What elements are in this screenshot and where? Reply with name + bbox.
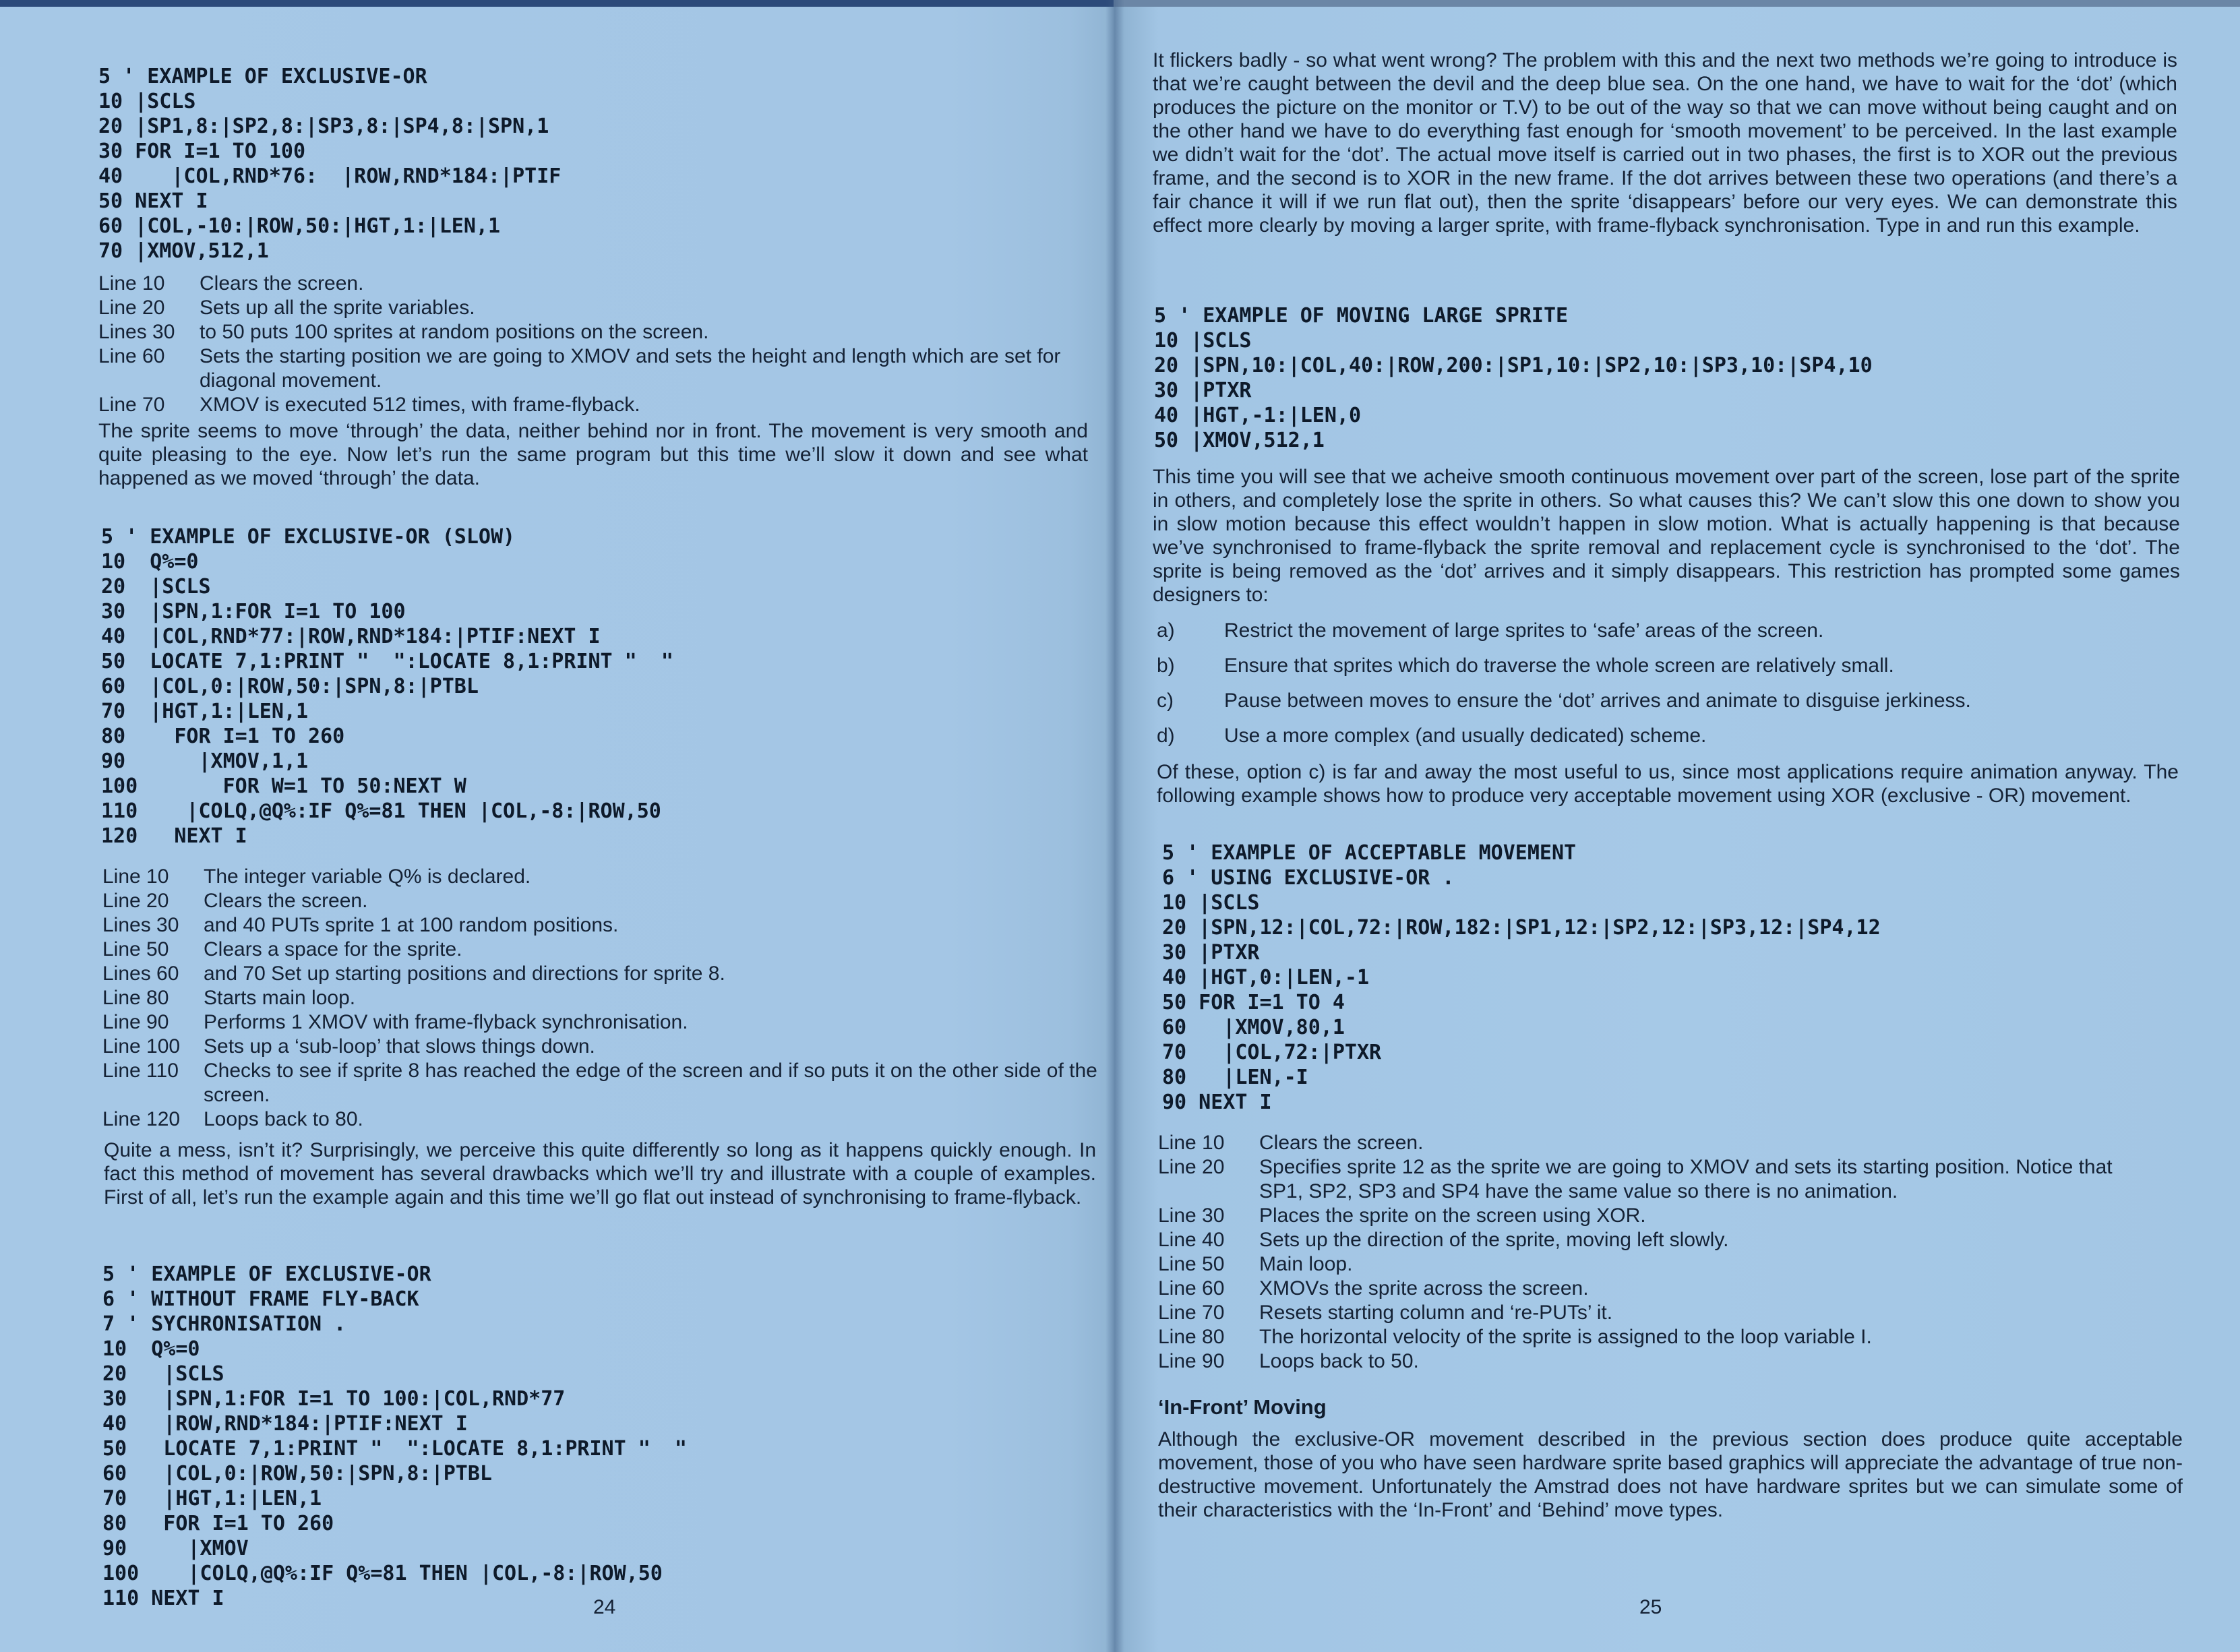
line-note-text: Sets up a ‘sub-loop’ that slows things down.	[204, 1035, 595, 1058]
code-line: 50 LOCATE 7,1:PRINT " ":LOCATE 8,1:PRINT " "	[102, 1437, 687, 1461]
code-line: 10 |SCLS	[1154, 329, 1252, 353]
left-page	[0, 0, 1114, 1652]
code-listing-moving-large-sprite	[1154, 303, 1873, 453]
code-listing-exclusive-or-slow	[101, 524, 673, 849]
code-line: 100 |COLQ,@Q%:IF Q%=81 THEN |COL,-8:|ROW,50	[102, 1562, 663, 1585]
code-line: 60 |COL,0:|ROW,50:|SPN,8:|PTBL	[102, 1462, 492, 1486]
code-line: 70 |HGT,1:|LEN,1	[102, 1487, 322, 1510]
code-line: 30 |PTXR	[1154, 379, 1252, 402]
line-note-text: Clears the screen.	[200, 272, 364, 295]
line-note-label: Line 10	[102, 865, 169, 888]
code-line: 70 |XMOV,512,1	[98, 239, 269, 263]
code-line: 90 NEXT I	[1162, 1091, 1272, 1114]
code-listing-acceptable-movement	[1162, 840, 1881, 1115]
option-item	[1157, 689, 2168, 713]
code-line: 6 ' WITHOUT FRAME FLY-BACK	[102, 1287, 419, 1311]
line-note-label: Line 10	[1158, 1132, 1225, 1154]
code-line: 80 FOR I=1 TO 260	[102, 1512, 334, 1535]
option-label: c)	[1157, 690, 1174, 712]
option-text: Ensure that sprites which do traverse the whole screen are relatively small.	[1224, 654, 1894, 677]
code-line: 50 LOCATE 7,1:PRINT " ":LOCATE 8,1:PRINT " "	[101, 650, 673, 673]
code-line: 70 |COL,72:|PTXR	[1162, 1041, 1382, 1064]
option-text: Use a more complex (and usually dedicated) scheme.	[1224, 725, 1707, 747]
option-item	[1157, 724, 2168, 748]
code-line: 10 |SCLS	[98, 90, 196, 113]
line-note	[102, 1010, 1100, 1035]
line-note-text: Performs 1 XMOV with frame-flyback synchronisation.	[204, 1011, 688, 1033]
line-note-text: Sets the starting position we are going to XMOV and sets the height and length which are set for diagonal movement.	[200, 345, 1061, 392]
paragraph-sprite-through-data: The sprite seems to move ‘through’ the data, neither behind nor in front. The movement is very smooth and quite pleasing to the eye. Now let’s run the same program but this time we’ll slow it down and see what happened as we moved ‘through’ the data.	[98, 420, 1088, 489]
line-note	[98, 296, 1089, 320]
code-line: 20 |SPN,12:|COL,72:|ROW,182:|SP1,12:|SP2,12:|SP3,12:|SP4,12	[1162, 916, 1881, 940]
line-note	[102, 913, 1100, 938]
line-note	[1158, 1155, 2149, 1204]
line-note-label: Lines 30	[102, 914, 179, 936]
line-note-label: Line 60	[98, 345, 165, 367]
line-note-label: Line 50	[102, 938, 169, 960]
code-line: 50 FOR I=1 TO 4	[1162, 991, 1345, 1014]
line-note-label: Line 70	[1158, 1302, 1225, 1324]
line-note-label: Line 100	[102, 1035, 181, 1058]
line-note	[1158, 1277, 2149, 1301]
line-note-text: Sets up the direction of the sprite, moving left slowly.	[1259, 1229, 1729, 1251]
line-note	[102, 938, 1100, 962]
code-line: 80 FOR I=1 TO 260	[101, 725, 345, 748]
line-note-text: Main loop.	[1259, 1253, 1353, 1275]
line-note-label: Line 40	[1158, 1229, 1225, 1251]
line-notes-exclusive-or	[98, 272, 1089, 417]
line-note-text: and 40 PUTs sprite 1 at 100 random positions.	[204, 914, 619, 936]
code-line: 5 ' EXAMPLE OF EXCLUSIVE-OR	[98, 65, 427, 88]
code-listing-exclusive-or	[98, 64, 561, 264]
code-line: 30 FOR I=1 TO 100	[98, 140, 306, 163]
line-note-text: Clears the screen.	[1259, 1132, 1424, 1154]
option-label: b)	[1157, 654, 1175, 677]
line-note-text: Sets up all the sprite variables.	[200, 297, 475, 319]
code-line: 110 NEXT I	[102, 1587, 224, 1610]
line-note-text: XMOVs the sprite across the screen.	[1259, 1277, 1589, 1299]
page-number-left: 24	[593, 1596, 616, 1618]
code-line: 20 |SPN,10:|COL,40:|ROW,200:|SP1,10:|SP2,10:|SP3,10:|SP4,10	[1154, 354, 1873, 377]
line-note-label: Line 20	[98, 297, 165, 319]
line-note-label: Line 120	[102, 1108, 181, 1130]
code-line: 5 ' EXAMPLE OF MOVING LARGE SPRITE	[1154, 304, 1569, 328]
code-line: 20 |SCLS	[101, 575, 211, 599]
line-note-label: Line 20	[102, 890, 169, 912]
code-line: 10 Q%=0	[101, 550, 199, 574]
code-line: 20 |SP1,8:|SP2,8:|SP3,8:|SP4,8:|SPN,1	[98, 115, 549, 138]
line-note	[1158, 1349, 2149, 1374]
code-line: 120 NEXT I	[101, 824, 247, 848]
code-line: 60 |XMOV,80,1	[1162, 1016, 1345, 1039]
code-line: 80 |LEN,-I	[1162, 1066, 1308, 1089]
line-note-label: Line 110	[102, 1060, 179, 1082]
line-note-label: Line 30	[1158, 1204, 1225, 1227]
line-note	[1158, 1228, 2149, 1252]
option-item	[1157, 619, 2168, 643]
paragraph-although: Although the exclusive-OR movement described in the previous section does produce quite acceptable movement, those of you who have seen hardware sprite based graphics will appreciate the advantage of true non-destructive movement. Unfortunately the Amstrad does not have hardware sprites but we can simulate some of their characteristics with the ‘In-Front’ and ‘Behind’ move types.	[1158, 1428, 2183, 1521]
line-note-label: Line 20	[1158, 1156, 1225, 1178]
line-note-label: Line 70	[98, 394, 165, 416]
code-line: 50 NEXT I	[98, 189, 208, 213]
code-line: 10 |SCLS	[1162, 891, 1260, 915]
line-note	[102, 1059, 1100, 1107]
code-line: 40 |COL,RND*76: |ROW,RND*184:|PTIF	[98, 164, 562, 188]
line-note-label: Line 90	[102, 1011, 169, 1033]
code-line: 90 |XMOV,1,1	[101, 749, 309, 773]
line-note	[98, 272, 1089, 296]
line-note	[102, 986, 1100, 1010]
line-note	[98, 320, 1089, 344]
line-notes-acceptable-movement	[1158, 1131, 2149, 1374]
code-line: 5 ' EXAMPLE OF EXCLUSIVE-OR (SLOW)	[101, 525, 516, 549]
line-note-text: and 70 Set up starting positions and directions for sprite 8.	[204, 962, 725, 985]
line-note	[1158, 1301, 2149, 1325]
code-listing-without-flyback	[102, 1262, 687, 1611]
right-page	[1114, 0, 2240, 1652]
line-note-label: Line 60	[1158, 1277, 1225, 1299]
line-note-text: to 50 puts 100 sprites at random positions on the screen.	[200, 321, 709, 343]
line-note-text: Checks to see if sprite 8 has reached the edge of the screen and if so puts it on the other side of the screen.	[204, 1060, 1097, 1106]
code-line: 20 |SCLS	[102, 1362, 224, 1386]
options-list	[1157, 619, 2168, 759]
book-gutter	[1106, 0, 1124, 1652]
code-line: 40 |HGT,-1:|LEN,0	[1154, 404, 1362, 427]
line-note-label: Line 80	[1158, 1326, 1225, 1348]
line-note	[1158, 1252, 2149, 1277]
option-item	[1157, 654, 2168, 678]
line-note-label: Line 80	[102, 987, 169, 1009]
code-line: 40 |HGT,0:|LEN,-1	[1162, 966, 1370, 989]
code-line: 40 |COL,RND*77:|ROW,RND*184:|PTIF:NEXT I	[101, 625, 601, 648]
code-line: 40 |ROW,RND*184:|PTIF:NEXT I	[102, 1412, 468, 1436]
line-note	[102, 1035, 1100, 1059]
paragraph-it-flickers: It flickers badly - so what went wrong? The problem with this and the next two methods we’re going to introduce is that we’re caught between the devil and the deep blue sea. On the one hand, we have to wait for the ‘dot’ (which produces the picture on the monitor or T.V) to be out of the way so that we can move without being caught and on the other hand we have to do everything fast enough for ‘smooth movement’ to be perceived. In the last example we didn’t wait for the ‘dot’. The actual move itself is carried out in two phases, the first is to XOR out the previous frame, and the second is to XOR in the new frame. If the dot arrives between these two operations (and there’s a fair chance it will if we run flat out), then the sprite ‘disappears’ before our very eyes. We can demonstrate this effect more clearly by moving a larger sprite, with frame-flyback synchronisation. Type in and run this example.	[1153, 49, 2177, 237]
code-line: 7 ' SYCHRONISATION .	[102, 1312, 346, 1336]
code-line: 10 Q%=0	[102, 1337, 200, 1361]
line-note	[1158, 1131, 2149, 1155]
line-note	[1158, 1325, 2149, 1349]
code-line: 100 FOR W=1 TO 50:NEXT W	[101, 774, 466, 798]
line-note-text: XMOV is executed 512 times, with frame-flyback.	[200, 394, 640, 416]
line-note	[102, 865, 1100, 889]
line-note-text: Loops back to 80.	[204, 1108, 363, 1130]
line-note-text: Clears the screen.	[204, 890, 368, 912]
line-note	[102, 1107, 1100, 1132]
code-line: 30 |SPN,1:FOR I=1 TO 100	[101, 600, 406, 623]
line-note-text: Resets starting column and ‘re-PUTs’ it.	[1259, 1302, 1613, 1324]
line-note-text: Places the sprite on the screen using XOR.	[1259, 1204, 1646, 1227]
code-line: 30 |SPN,1:FOR I=1 TO 100:|COL,RND*77	[102, 1387, 566, 1411]
code-line: 60 |COL,-10:|ROW,50:|HGT,1:|LEN,1	[98, 214, 501, 238]
page-number-right: 25	[1639, 1596, 1662, 1618]
line-note-text: The horizontal velocity of the sprite is assigned to the loop variable I.	[1259, 1326, 1872, 1348]
code-line: 60 |COL,0:|ROW,50:|SPN,8:|PTBL	[101, 675, 479, 698]
line-note-label: Line 10	[98, 272, 165, 295]
paragraph-smooth-continuous: This time you will see that we acheive smooth continuous movement over part of the screen, lose part of the sprite in others, and completely lose the sprite in others. So what causes this? We can’t slow this one down to show you in slow motion because this effect wouldn’t happen in slow motion. What is actually happening is that because we’ve synchronised to frame-flyback the sprite removal and replacement cycle is synchronised to the ‘dot’. The sprite is being removed as the ‘dot’ arrives and it simply disappears. This restriction has prompted some games designers to:	[1153, 466, 2180, 606]
code-line: 110 |COLQ,@Q%:IF Q%=81 THEN |COL,-8:|ROW,50	[101, 799, 661, 823]
option-label: d)	[1157, 725, 1175, 747]
code-line: 30 |PTXR	[1162, 941, 1260, 965]
line-notes-exclusive-or-slow	[102, 865, 1100, 1132]
option-label: a)	[1157, 619, 1175, 642]
code-line: 70 |HGT,1:|LEN,1	[101, 700, 309, 723]
line-note-text: Loops back to 50.	[1259, 1350, 1419, 1372]
line-note-text: Starts main loop.	[204, 987, 356, 1009]
line-note	[98, 393, 1089, 417]
option-text: Restrict the movement of large sprites to ‘safe’ areas of the screen.	[1224, 619, 1824, 642]
line-note-text: The integer variable Q% is declared.	[204, 865, 531, 888]
line-note	[98, 344, 1089, 393]
code-line: 5 ' EXAMPLE OF EXCLUSIVE-OR	[102, 1262, 431, 1286]
line-note-label: Lines 60	[102, 962, 179, 985]
line-note	[102, 889, 1100, 913]
section-heading-in-front-moving: ‘In-Front’ Moving	[1158, 1395, 1327, 1419]
line-note	[1158, 1204, 2149, 1228]
line-note-label: Line 90	[1158, 1350, 1225, 1372]
code-line: 50 |XMOV,512,1	[1154, 429, 1325, 452]
code-line: 6 ' USING EXCLUSIVE-OR .	[1162, 866, 1455, 890]
line-note-label: Line 50	[1158, 1253, 1225, 1275]
paragraph-of-these: Of these, option c) is far and away the most useful to us, since most applications require animation anyway. The following example shows how to produce very acceptable movement using XOR (exclusive - OR) movement.	[1157, 761, 2179, 807]
line-note-label: Lines 30	[98, 321, 175, 343]
code-line: 90 |XMOV	[102, 1537, 249, 1560]
paragraph-quite-a-mess: Quite a mess, isn’t it? Surprisingly, we perceive this quite differently so long as it happens quickly enough. In fact this method of movement has several drawbacks which we’ll try and illustrate with a couple of examples. First of all, let’s run the example again and this time we’ll go flat out instead of synchronising to frame-flyback.	[104, 1139, 1096, 1209]
line-note	[102, 962, 1100, 986]
line-note-text: Clears a space for the sprite.	[204, 938, 462, 960]
line-note-text: Specifies sprite 12 as the sprite we are going to XMOV and sets its starting position. Notice that SP1, SP2, SP3 and SP4 have the same value so there is no animation.	[1259, 1156, 2113, 1202]
code-line: 5 ' EXAMPLE OF ACCEPTABLE MOVEMENT	[1162, 841, 1577, 865]
option-text: Pause between moves to ensure the ‘dot’ arrives and animate to disguise jerkiness.	[1224, 690, 1971, 712]
